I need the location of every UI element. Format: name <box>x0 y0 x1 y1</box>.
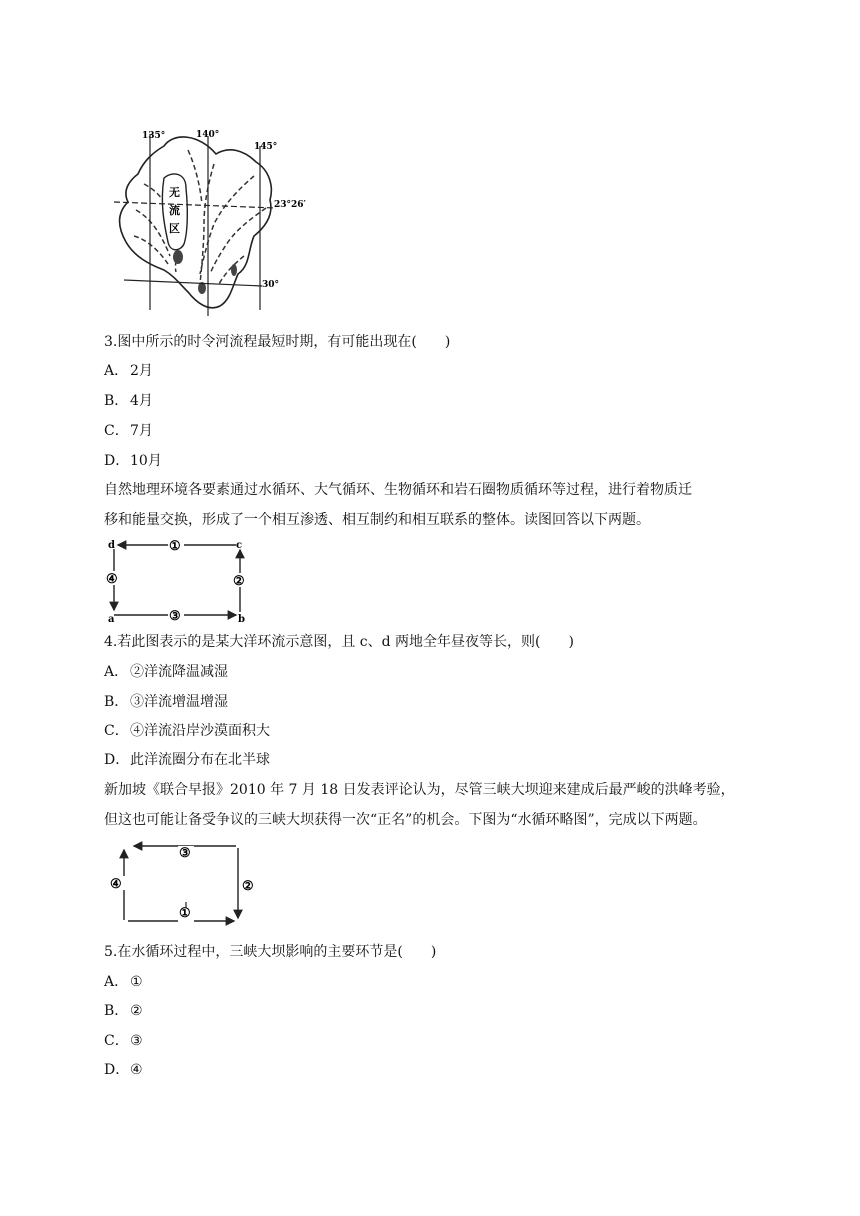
option-text: 4月 <box>130 393 153 409</box>
option-text: ① <box>130 974 143 990</box>
arrow-3-label: ③ <box>169 609 181 624</box>
ocean-circulation-diagram <box>104 536 254 625</box>
q5-option-c[interactable] <box>104 1031 143 1051</box>
option-label: B． <box>104 393 129 409</box>
q5-stem: 5.在水循环过程中，三峡大坝影响的主要环节是( ) <box>104 944 437 960</box>
q5-option-b[interactable] <box>104 1001 143 1021</box>
option-label: A． <box>104 363 129 379</box>
option-label: A． <box>104 974 129 990</box>
option-label: C． <box>104 423 129 439</box>
option-text: 7月 <box>130 423 153 439</box>
q4-stem: 4.若此图表示的是某大洋环流示意图，且 c、d 两地全年昼夜等长，则( ) <box>104 634 574 650</box>
corner-b: b <box>238 614 245 625</box>
option-text: 10月 <box>130 453 162 469</box>
q3-option-a[interactable] <box>104 361 153 381</box>
arrow-1-label: ① <box>179 906 191 921</box>
option-label: B． <box>104 694 129 710</box>
option-text: ③洋流增温增湿 <box>130 694 228 710</box>
option-label: A． <box>104 664 129 680</box>
lat-tropic-label: 23°26′ <box>274 200 306 210</box>
arrow-1-label: ① <box>169 539 181 554</box>
option-label: D． <box>104 453 130 469</box>
region-char-3: 区 <box>169 222 180 235</box>
corner-a: a <box>108 614 115 625</box>
option-label: B． <box>104 1003 129 1019</box>
intro2-line1: 自然地理环境各要素通过水循环、大气循环、生物循环和岩石圈物质循环等过程，进行着物质迁 <box>104 482 692 498</box>
q5-option-d[interactable] <box>104 1060 143 1080</box>
intro3-line2: 但这也可能让备受争议的三峡大坝获得一次“正名”的机会。下图为“水循环略图”，完成以下两题。 <box>104 812 707 828</box>
q4-option-b[interactable] <box>104 692 228 712</box>
q3-stem: 3.图中所示的时令河流程最短时期，有可能出现在( ) <box>104 334 451 350</box>
option-text: 此洋流圈分布在北半球 <box>130 752 270 768</box>
q4-option-a[interactable] <box>104 662 228 682</box>
river-basin-map <box>104 124 306 320</box>
option-label: C． <box>104 723 129 739</box>
q5-option-a[interactable] <box>104 972 143 992</box>
option-text: 2月 <box>130 363 153 379</box>
q4-option-d[interactable] <box>104 750 270 770</box>
tropic-line <box>114 202 276 208</box>
water-cycle-diagram <box>110 838 260 928</box>
option-text: ②洋流降温减湿 <box>130 664 228 680</box>
arrow-4-label: ④ <box>106 572 118 587</box>
lat-30-label: 30° <box>262 280 280 290</box>
option-text: ③ <box>130 1033 143 1049</box>
corner-d: d <box>108 540 115 551</box>
arrow-4-label: ④ <box>110 877 122 892</box>
q3-option-c[interactable] <box>104 421 153 441</box>
option-label: C． <box>104 1033 129 1049</box>
arrow-2-label: ② <box>242 879 254 894</box>
arrow-2-label: ② <box>233 574 245 589</box>
arrow-3-label: ③ <box>179 846 191 861</box>
region-char-1: 无 <box>169 186 180 199</box>
basin-outline <box>120 137 272 308</box>
option-label: D． <box>104 1062 130 1078</box>
parallel-30 <box>124 280 262 286</box>
option-label: D． <box>104 752 130 768</box>
lon-140-label: 140° <box>196 130 220 140</box>
q4-option-c[interactable] <box>104 721 270 741</box>
corner-c: c <box>236 540 243 551</box>
option-text: ④ <box>130 1062 143 1078</box>
intro3-line1: 新加坡《联合早报》2010 年 7 月 18 日发表评论认为，尽管三峡大坝迎来建成后最严峻的洪峰考验， <box>104 782 735 798</box>
option-text: ④洋流沿岸沙漠面积大 <box>130 723 270 739</box>
intro2-line2: 移和能量交换，形成了一个相互渗透、相互制约和相互联系的整体。读图回答以下两题。 <box>104 512 650 528</box>
q3-option-d[interactable] <box>104 451 162 471</box>
q3-option-b[interactable] <box>104 391 153 411</box>
lon-145-label: 145° <box>254 142 278 152</box>
region-char-2: 流 <box>169 204 180 217</box>
option-text: ② <box>130 1003 143 1019</box>
lon-135-label: 135° <box>142 131 166 141</box>
